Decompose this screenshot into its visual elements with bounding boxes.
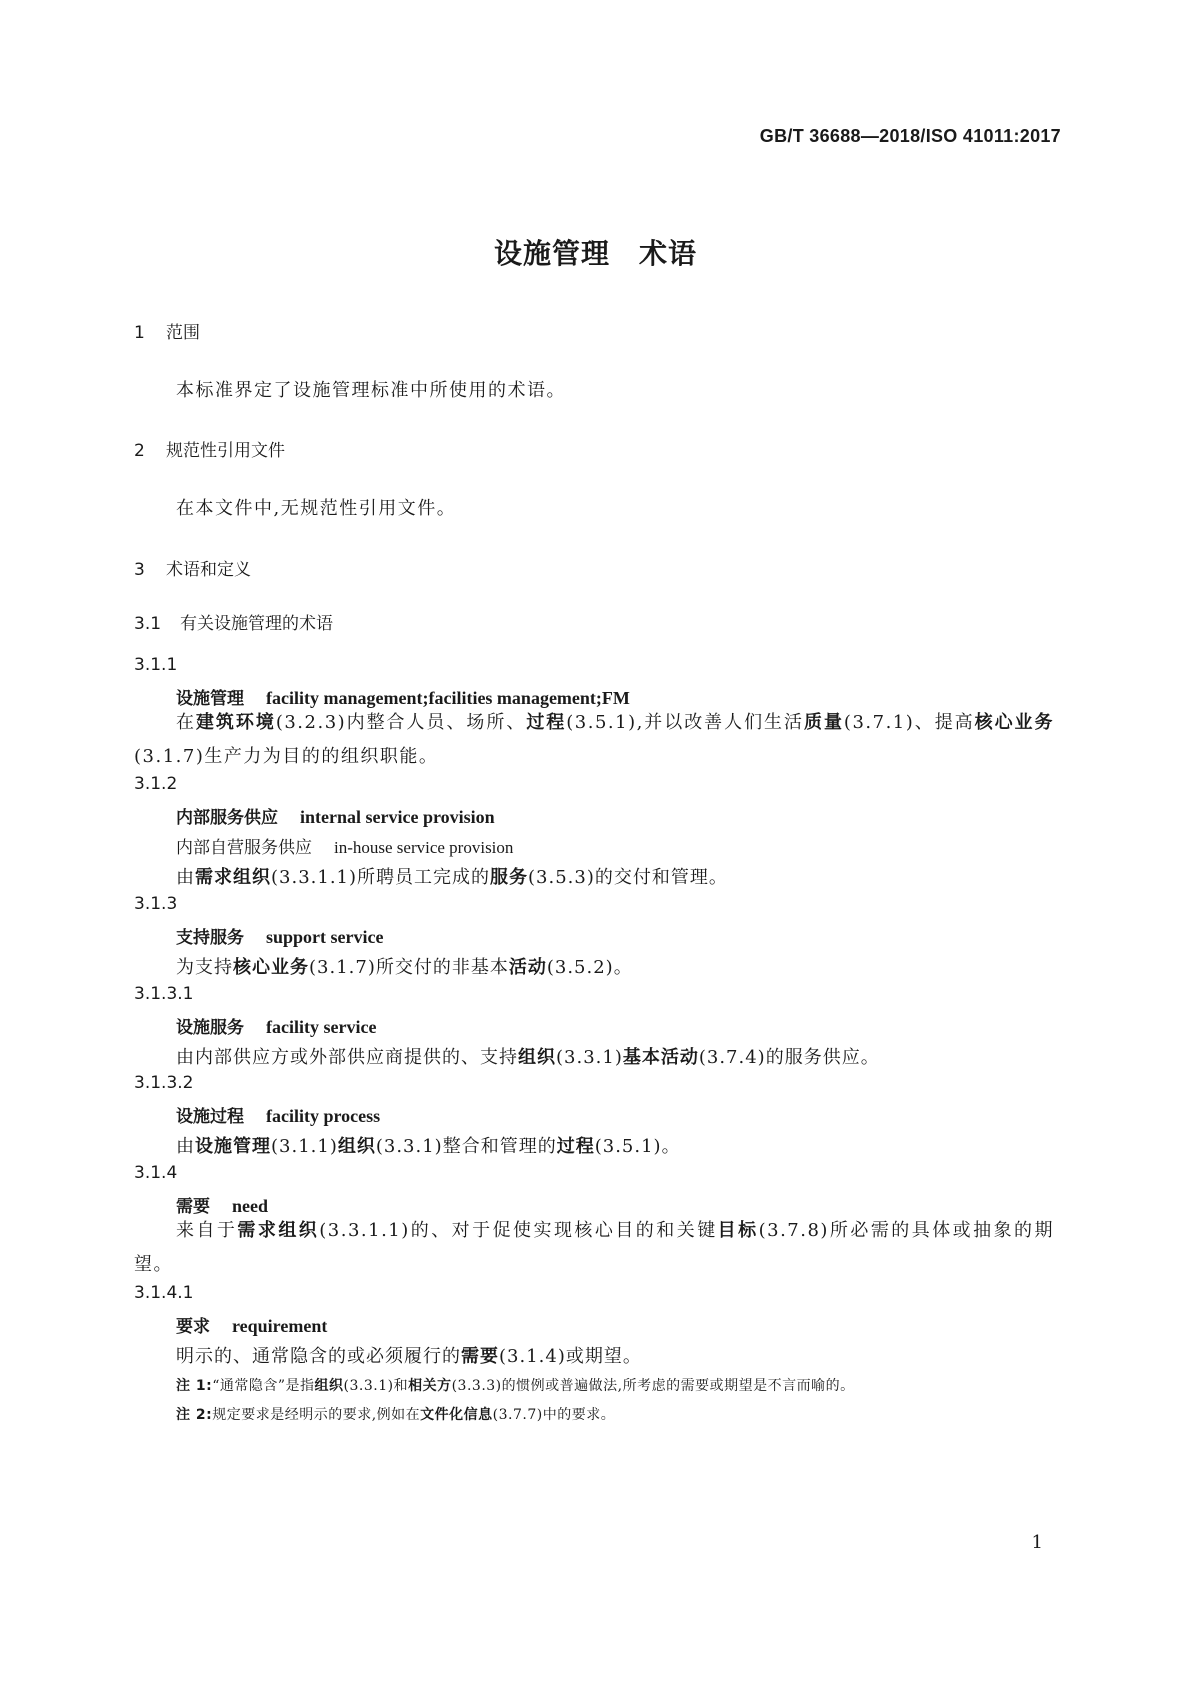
def-text: (3.2.3)内整合人员、场所、 <box>275 712 527 733</box>
term-definition <box>134 1214 1054 1282</box>
def-text: 明示的、通常隐含的或必须履行的 <box>176 1346 461 1367</box>
ref-term: 组织 <box>518 1047 556 1068</box>
ref-term: 过程 <box>526 712 567 733</box>
def-text: (3.3.1.1)的、对于促使实现核心目的和关键 <box>319 1220 718 1241</box>
section-number: 3 <box>134 560 145 580</box>
term-number: 3.1.2 <box>134 774 178 794</box>
section-1-heading <box>134 318 200 343</box>
ref-term: 过程 <box>556 1136 595 1157</box>
admitted-en: in-house service provision <box>334 838 514 857</box>
note-label: 注 2: <box>176 1407 213 1423</box>
term-heading <box>176 1102 380 1127</box>
ref-term: 基本活动 <box>622 1047 699 1068</box>
section-number: 1 <box>134 323 145 343</box>
ref-term: 需要 <box>461 1346 499 1367</box>
term-heading <box>176 1312 327 1337</box>
def-text: (3.3.1.1)所聘员工完成的 <box>271 867 491 888</box>
term-definition <box>176 1043 880 1069</box>
term-definition <box>176 953 633 979</box>
note-label: 注 1: <box>176 1378 213 1394</box>
def-text: (3.3.1)整合和管理的 <box>375 1136 557 1157</box>
def-text: (3.5.3)的交付和管理。 <box>528 867 728 888</box>
term-definition <box>176 1132 681 1158</box>
def-text: 由 <box>176 1136 195 1157</box>
def-text: (3.3.1) <box>556 1047 623 1068</box>
term-admitted <box>176 833 513 858</box>
note-text: (3.7.7)中的要求。 <box>492 1407 616 1423</box>
term-number: 3.1.3.2 <box>134 1073 194 1093</box>
term-zh: 需要 <box>176 1197 210 1217</box>
ref-term: 需求组织 <box>195 867 271 888</box>
section-3-heading <box>134 555 251 580</box>
section-number: 3.1 <box>134 614 162 634</box>
term-zh: 要求 <box>176 1317 210 1337</box>
term-heading <box>176 803 495 828</box>
ref-term: 质量 <box>803 712 844 733</box>
def-text: (3.7.1)、提高 <box>843 712 975 733</box>
ref-term: 目标 <box>717 1220 759 1241</box>
term-definition <box>176 863 728 889</box>
note-text: (3.3.3)的惯例或普遍做法,所考虑的需要或期望是不言而喻的。 <box>451 1378 855 1394</box>
def-text: (3.5.2)。 <box>546 957 633 978</box>
term-zh: 设施服务 <box>176 1018 244 1038</box>
ref-term: 文件化信息 <box>420 1407 493 1423</box>
def-text: (3.5.1),并以改善人们生活 <box>566 712 804 733</box>
def-text: 在 <box>176 712 196 733</box>
note-2 <box>176 1404 615 1424</box>
ref-term: 建筑环境 <box>195 712 276 733</box>
section-title: 有关设施管理的术语 <box>180 614 333 634</box>
term-definition <box>176 1342 642 1368</box>
term-heading <box>176 923 383 948</box>
term-zh: 支持服务 <box>176 928 244 948</box>
ref-term: 需求组织 <box>237 1220 320 1241</box>
term-number: 3.1.4.1 <box>134 1283 194 1303</box>
term-en: requirement <box>232 1316 328 1336</box>
term-zh: 设施过程 <box>176 1107 244 1127</box>
section-2-heading <box>134 436 285 461</box>
term-en: support service <box>266 927 384 947</box>
ref-term: 核心业务 <box>974 712 1055 733</box>
ref-term: 核心业务 <box>233 957 309 978</box>
def-text: 由内部供应方或外部供应商提供的、支持 <box>176 1047 518 1068</box>
note-text: “通常隐含”是指 <box>212 1378 315 1394</box>
def-text: 由 <box>176 867 195 888</box>
section-3-1-heading <box>134 609 333 634</box>
page-number: 1 <box>1031 1532 1043 1553</box>
term-zh: 内部服务供应 <box>176 808 278 828</box>
ref-term: 活动 <box>508 957 547 978</box>
note-text: 规定要求是经明示的要求,例如在 <box>212 1407 421 1423</box>
def-text: (3.1.1) <box>271 1136 338 1157</box>
section-title: 术语和定义 <box>166 560 251 580</box>
section-title: 规范性引用文件 <box>166 441 285 461</box>
ref-term: 相关方 <box>408 1378 452 1394</box>
term-en: internal service provision <box>300 807 495 827</box>
ref-term: 设施管理 <box>195 1136 271 1157</box>
ref-term: 组织 <box>314 1378 344 1394</box>
def-text: (3.7.4)的服务供应。 <box>698 1047 880 1068</box>
term-en: facility management;facilities management;FM <box>266 688 630 708</box>
note-text: (3.3.1)和 <box>343 1378 409 1394</box>
section-1-text: 本标准界定了设施管理标准中所使用的术语。 <box>176 380 566 401</box>
note-1 <box>176 1375 855 1395</box>
term-zh: 设施管理 <box>176 689 244 709</box>
term-en: need <box>232 1196 268 1216</box>
term-en: facility service <box>266 1017 377 1037</box>
term-number: 3.1.3 <box>134 894 178 914</box>
section-title: 范围 <box>166 323 200 343</box>
def-text: (3.7.8)所必需的具体或抽象的期望。 <box>134 1220 1055 1275</box>
def-text: (3.1.7)所交付的非基本 <box>309 957 509 978</box>
term-en: facility process <box>266 1106 381 1126</box>
def-text: (3.1.4)或期望。 <box>499 1346 642 1367</box>
term-number: 3.1.1 <box>134 655 178 675</box>
standard-number: GB/T 36688—2018/ISO 41011:2017 <box>759 126 1061 146</box>
admitted-zh: 内部自营服务供应 <box>176 838 312 858</box>
def-text: (3.5.1)。 <box>594 1136 681 1157</box>
section-2-text: 在本文件中,无规范性引用文件。 <box>176 498 457 519</box>
term-heading <box>176 1013 376 1038</box>
ref-term: 组织 <box>337 1136 376 1157</box>
term-number: 3.1.3.1 <box>134 984 194 1004</box>
term-number: 3.1.4 <box>134 1163 178 1183</box>
def-text: 为支持 <box>176 957 233 978</box>
document-title: 设施管理 术语 <box>493 237 697 270</box>
ref-term: 服务 <box>490 867 529 888</box>
def-text: 来自于 <box>176 1220 238 1241</box>
section-number: 2 <box>134 441 145 461</box>
term-definition <box>134 706 1054 774</box>
def-text: (3.1.7)生产力为目的的组织职能。 <box>134 746 439 767</box>
